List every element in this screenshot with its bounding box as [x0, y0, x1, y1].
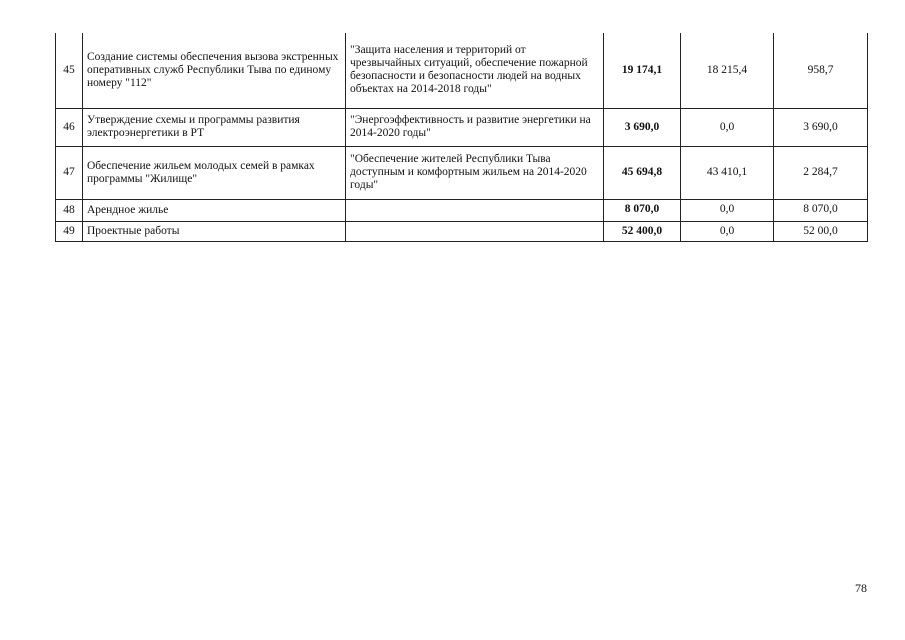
program-name: "Защита населения и территорий от чрезвычайных ситуаций, обеспечение пожарной безопасности и безопасности людей на водных объектах на 2014-2018 годы" — [346, 33, 604, 108]
amount-column-b: 52 00,0 — [774, 221, 868, 241]
program-name — [346, 199, 604, 221]
measure-name: Обеспечение жильем молодых семей в рамках программы "Жилище" — [83, 146, 346, 199]
amount-column-b: 8 070,0 — [774, 199, 868, 221]
program-name: "Обеспечение жителей Республики Тыва доступным и комфортным жильем на 2014-2020 годы" — [346, 146, 604, 199]
budget-table — [55, 33, 868, 242]
measure-name: Утверждение схемы и программы развития электроэнергетики в РТ — [83, 108, 346, 146]
amount-column-b: 3 690,0 — [774, 108, 868, 146]
amount-column-a: 0,0 — [681, 221, 774, 241]
amount-column-a: 18 215,4 — [681, 33, 774, 108]
measure-name: Создание системы обеспечения вызова экстренных оперативных служб Республики Тыва по единому номеру "112" — [83, 33, 346, 108]
program-name: "Энергоэффективность и развитие энергетики на 2014-2020 годы" — [346, 108, 604, 146]
program-name — [346, 221, 604, 241]
table-row — [56, 199, 868, 221]
amount-column-a: 0,0 — [681, 199, 774, 221]
table-row — [56, 108, 868, 146]
measure-name: Проектные работы — [83, 221, 346, 241]
table-row — [56, 146, 868, 199]
row-number: 48 — [56, 199, 83, 221]
total-amount: 45 694,8 — [604, 146, 681, 199]
amount-column-a: 43 410,1 — [681, 146, 774, 199]
total-amount: 3 690,0 — [604, 108, 681, 146]
amount-column-b: 958,7 — [774, 33, 868, 108]
row-number: 45 — [56, 33, 83, 108]
measure-name: Арендное жилье — [83, 199, 346, 221]
table-row — [56, 221, 868, 241]
page-number: 78 — [855, 581, 867, 595]
amount-column-b: 2 284,7 — [774, 146, 868, 199]
table-row — [56, 33, 868, 108]
total-amount: 19 174,1 — [604, 33, 681, 108]
total-amount: 52 400,0 — [604, 221, 681, 241]
row-number: 46 — [56, 108, 83, 146]
total-amount: 8 070,0 — [604, 199, 681, 221]
amount-column-a: 0,0 — [681, 108, 774, 146]
row-number: 47 — [56, 146, 83, 199]
row-number: 49 — [56, 221, 83, 241]
